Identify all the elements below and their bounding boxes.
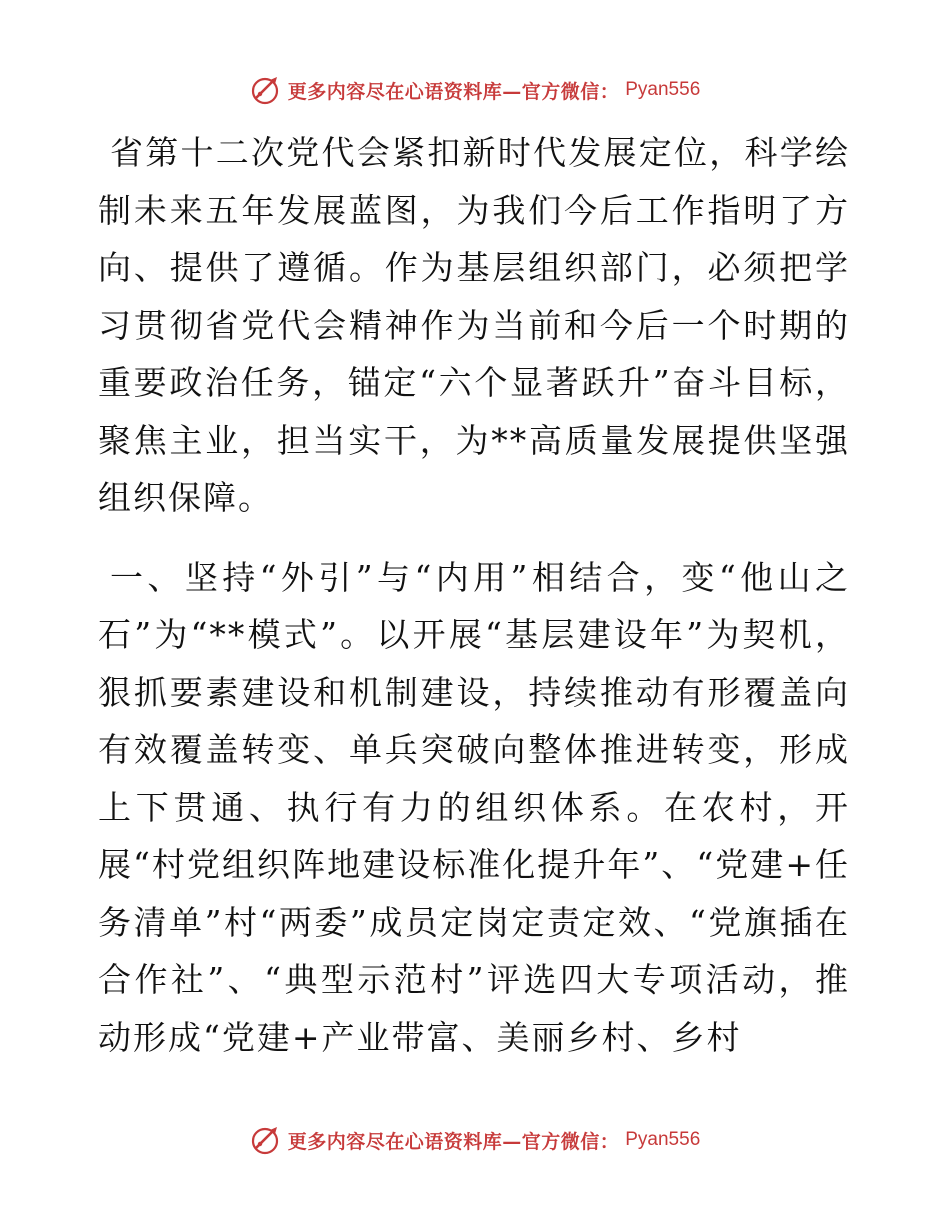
watermark-text: 更多内容尽在心语资料库—官方微信： (287, 80, 620, 103)
footer-watermark (0, 1120, 950, 1160)
watermark-wechat-id: Pyan556 (625, 1129, 701, 1150)
pen-logo-icon (250, 1124, 282, 1156)
watermark-wechat-id: Pyan556 (625, 79, 701, 100)
document-body (98, 124, 850, 1066)
pen-logo-icon (250, 74, 282, 106)
header-watermark (0, 70, 950, 110)
paragraph-intro: 省第十二次党代会紧扣新时代发展定位，科学绘制未来五年发展蓝图，为我们今后工作指明了方向、提供了遵循。作为基层组织部门，必须把学习贯彻省党代会精神作为当前和今后一个时期的重要政治任务，锚定“六个显著跃升”奋斗目标，聚焦主业，担当实干，为**高质量发展提供坚强组织保障。 (98, 133, 850, 517)
watermark-text: 更多内容尽在心语资料库—官方微信： (287, 1130, 620, 1153)
paragraph-section-one: 一、坚持“外引”与“内用”相结合，变“他山之石”为“**模式”。以开展“基层建设年”为契机，狠抓要素建设和机制建设，持续推动有形覆盖向有效覆盖转变、单兵突破向整体推进转变，形成上下贯通、执行有力的组织体系。在农村，开展“村党组织阵地建设标准化提升年”、“党建+任务清单”村“两委”成员定岗定责定效、“党旗插在合作社”、“典型示范村”评选四大专项活动，推动形成“党建+产业带富、美丽乡村、乡村 (98, 557, 850, 1057)
